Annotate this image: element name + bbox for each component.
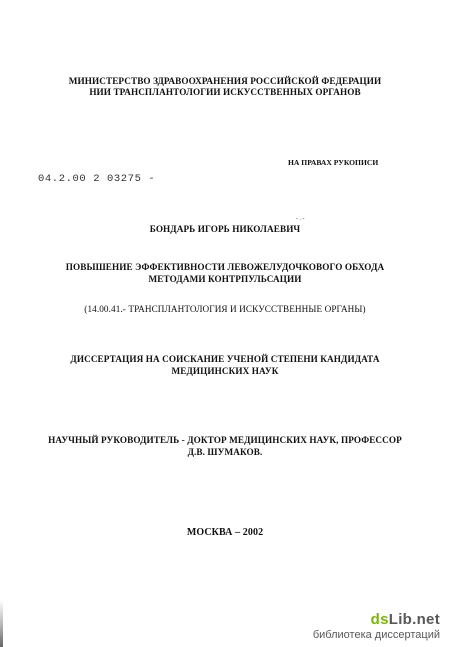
dslib-watermark [313,611,440,641]
supervisor-line-2: Д.В. ШУМАКОВ. [187,447,263,457]
place-year: МОСКВА – 2002 [186,527,264,538]
degree-line-1: ДИССЕРТАЦИЯ НА СОИСКАНИЕ УЧЕНОЙ СТЕПЕНИ КАНДИДАТА [70,354,380,364]
manuscript-rights-label: НА ПРАВАХ РУКОПИСИ [288,158,379,167]
author-name: БОНДАРЬ ИГОРЬ НИКОЛАЕВИЧ [149,224,301,234]
dissertation-title-line-2: МЕТОДАМИ КОНТРПУЛЬСАЦИИ [148,274,302,284]
registration-stamp: 04.2.00 2 03275 - [38,173,156,185]
watermark-logo [313,611,440,628]
institute-heading: НИИ ТРАНСПЛАНТОЛОГИИ ИСКУССТВЕННЫХ ОРГАНОВ [89,87,361,97]
degree-line-2: МЕДИЦИНСКИХ НАУК [171,366,279,376]
stamp-marks: - . - [296,216,305,222]
specialty-code: (14.00.41.- ТРАНСПЛАНТОЛОГИЯ И ИСКУССТВЕННЫЕ ОРГАНЫ) [84,304,366,314]
supervisor-line-1: НАУЧНЫЙ РУКОВОДИТЕЛЬ - ДОКТОР МЕДИЦИНСКИХ НАУК, ПРОФЕССОР [48,435,402,445]
scan-edge-shadow [0,600,3,647]
dissertation-title-line-1: ПОВЫШЕНИЕ ЭФФЕКТИВНОСТИ ЛЕВОЖЕЛУДОЧКОВОГО ОБХОДА [65,262,385,272]
ministry-heading: МИНИСТЕРСТВО ЗДРАВООХРАНЕНИЯ РОССИЙСКОЙ ФЕДЕРАЦИИ [68,76,382,86]
watermark-logo-ds: ds [370,611,389,628]
watermark-tagline: библиотека диссертаций [312,629,440,641]
watermark-logo-lib: Lib.net [388,611,440,628]
